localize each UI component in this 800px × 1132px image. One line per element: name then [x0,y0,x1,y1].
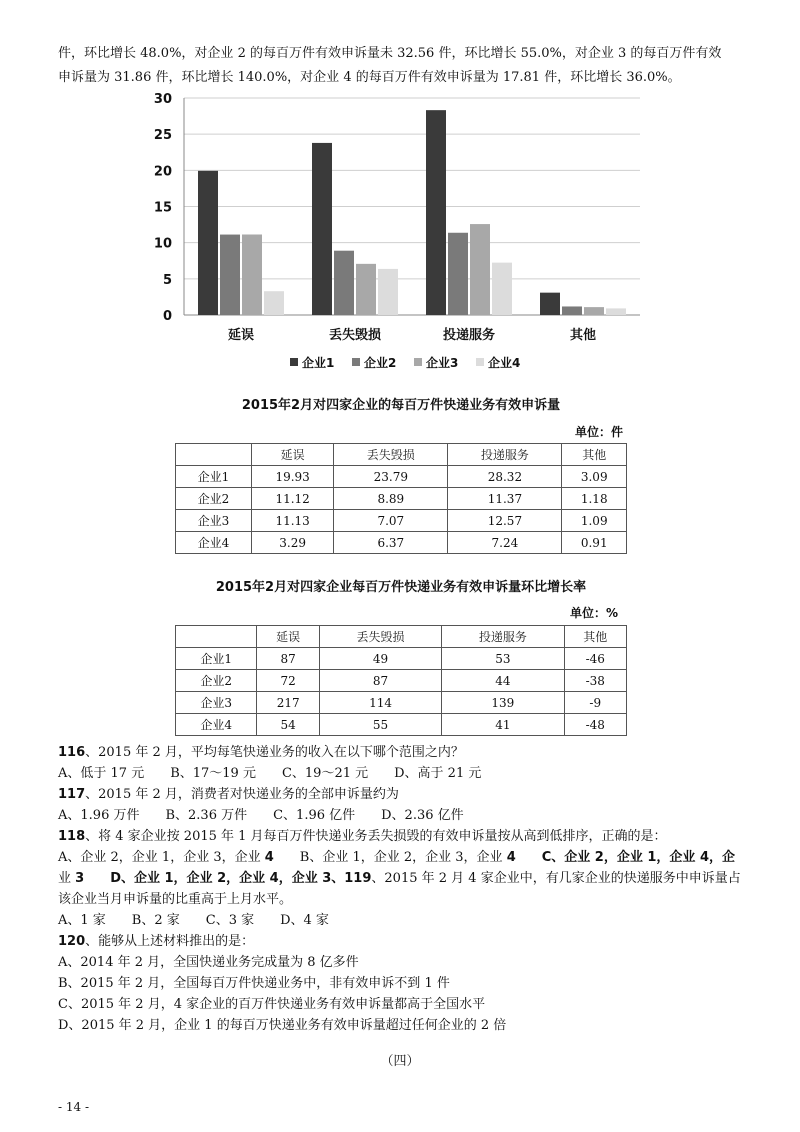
table1-cell: 3.29 [251,532,333,554]
question-119-text: 、2015 年 2 月 4 家企业中，有几家企业的快递服务中申诉量占 [371,871,741,886]
table1-cell: 企业1 [176,466,252,488]
table1-cell: 7.24 [448,532,562,554]
table2-cell: 企业3 [176,692,257,714]
intro-line-1: 件，环比增长 48.0%，对企业 2 的每百万件有效申诉量未 32.56 件，环比增长 55.0%，对企业 3 的每百万件有效 [58,46,722,61]
table2-cell: -48 [564,714,626,736]
table1-row [176,532,627,554]
table2-cell: 44 [442,670,564,692]
table2-header-cell: 其他 [564,626,626,648]
table1-header-cell [176,444,252,466]
table2-cell: 114 [319,692,441,714]
question-117-options: A、1.96 万件 B、2.36 万件 C、1.96 亿件 D、2.36 亿件 [58,808,464,823]
table1-cell: 6.37 [334,532,448,554]
table2-cell: 72 [257,670,319,692]
table2-cell: 87 [319,670,441,692]
option-b: B、企业 1，企业 2，企业 3，企业 [273,850,507,865]
bar-chart-svg [140,86,660,386]
legend-label: 企业4 [488,356,521,370]
table2-cell: 139 [442,692,564,714]
question-text: 、2015 年 2 月，平均每笔快递业务的收入在以下哪个范围之内？ [85,745,464,760]
table1 [175,443,627,554]
table1-cell: 23.79 [334,466,448,488]
legend-label: 企业3 [426,356,459,370]
table1-cell: 企业2 [176,488,252,510]
y-tick-label: 15 [153,200,172,216]
bar [470,224,490,315]
question-120-option-c: C、2015 年 2 月，4 家企业的百万件快递业务有效申诉量都高于全国水平 [58,997,486,1012]
bar [448,233,468,315]
question-119-number: 、119 [331,871,372,886]
table1-header-row [176,444,627,466]
legend-swatch [476,358,484,366]
table1-cell: 企业3 [176,510,252,532]
intro-line-2: 申诉量为 31.86 件，环比增长 140.0%，对企业 4 的每百万件有效申诉量为 17.81 件，环比增长 36.0%。 [58,70,681,85]
x-tick-label: 其他 [569,328,597,343]
table1-header-cell: 其他 [562,444,627,466]
question-118 [58,826,758,847]
table1-cell: 12.57 [448,510,562,532]
table1-cell: 7.07 [334,510,448,532]
table1-cell: 企业4 [176,532,252,554]
option-a: A、企业 2，企业 1，企业 3，企业 [58,850,265,865]
bar [606,308,626,315]
bar [312,143,332,315]
table2-header-cell: 投递服务 [442,626,564,648]
table1-cell: 11.13 [251,510,333,532]
section-mark: （四） [380,1054,420,1069]
option-d-bold: 3 [322,871,332,886]
question-119-options: A、1 家 B、2 家 C、3 家 D、4 家 [58,913,329,928]
table2-header-row [176,626,627,648]
table1-header-cell: 丢失毁损 [334,444,448,466]
table1-cell: 8.89 [334,488,448,510]
page-number: - 14 - [58,1100,90,1114]
table2-unit: 单位：% [570,606,619,620]
option-d: D、企业 1，企业 2，企业 4，企业 [84,871,323,886]
table1-cell: 0.91 [562,532,627,554]
table1-header-cell: 投递服务 [448,444,562,466]
table2-header-cell: 延误 [257,626,319,648]
legend-label: 企业2 [364,356,397,370]
table2-row [176,692,627,714]
y-tick-label: 10 [153,236,172,252]
y-tick-label: 0 [162,309,172,324]
table2-header-cell [176,626,257,648]
question-118-options-line2 [58,868,758,889]
table2-cell: 55 [319,714,441,736]
question-text: 、2015 年 2 月，消费者对快递业务的全部申诉量约为 [85,787,399,802]
option-c-bold: 3 [75,871,85,886]
bar [356,264,376,315]
table1-cell: 1.09 [562,510,627,532]
bar [378,269,398,315]
question-120 [58,931,758,952]
x-tick-label: 延误 [227,328,255,343]
bar [264,291,284,315]
bar [540,293,560,315]
question-116-options: A、低于 17 元 B、17～19 元 C、19～21 元 D、高于 21 元 [58,766,482,781]
table1-cell: 11.37 [448,488,562,510]
bar [562,306,582,315]
y-tick-label: 20 [153,164,172,180]
option-b-bold: 4 [506,850,516,865]
table1-cell: 3.09 [562,466,627,488]
y-tick-label: 30 [153,92,172,107]
table1-header-cell: 延误 [251,444,333,466]
option-c-cont: 业 [58,871,76,886]
x-tick-label: 投递服务 [442,328,496,343]
question-number: 117 [58,787,86,802]
table2-cell: 87 [257,648,319,670]
table2 [175,625,627,736]
table2-cell: -46 [564,648,626,670]
y-tick-label: 5 [162,272,172,288]
table1-unit: 单位：件 [575,425,624,439]
table2-cell: -9 [564,692,626,714]
table1-row [176,488,627,510]
bar [242,234,262,315]
table2-row [176,714,627,736]
question-117 [58,784,758,805]
bar [198,171,218,315]
question-block [58,742,758,1036]
table1-title: 2015年2月对四家企业的每百万件快递业务有效申诉量 [241,398,561,413]
table1-cell: 1.18 [562,488,627,510]
bar-chart [140,86,660,386]
table1-row [176,466,627,488]
question-text: 、将 4 家企业按 2015 年 1 月每百万件快递业务丢失损毁的有效申诉量按从高到低排序，正确的是： [85,829,667,844]
question-119-line2: 该企业当月申诉量的比重高于上月水平。 [58,892,293,907]
question-120-option-b: B、2015 年 2 月，全国每百万件快递业务中，非有效申诉不到 1 件 [58,976,450,991]
question-120-option-d: D、2015 年 2 月，企业 1 的每百万快递业务有效申诉量超过任何企业的 2 倍 [58,1018,507,1033]
table2-cell: 企业1 [176,648,257,670]
y-tick-label: 25 [153,128,172,144]
question-116 [58,742,758,763]
bar [584,307,604,315]
table2-row [176,670,627,692]
question-number: 120 [58,934,86,949]
table2-title: 2015年2月对四家企业每百万件快递业务有效申诉量环比增长率 [215,580,587,595]
bar [334,251,354,315]
table2-cell: 54 [257,714,319,736]
intro-paragraph [58,42,758,90]
option-c: C、企业 2，企业 1，企业 4，企 [515,850,735,865]
question-text: 、能够从上述材料推出的是： [85,934,255,949]
legend-label: 企业1 [302,356,335,370]
question-118-options-line1 [58,847,758,868]
table1-cell: 11.12 [251,488,333,510]
question-number: 116 [58,745,86,760]
bar [220,235,240,315]
legend-swatch [414,358,422,366]
question-120-option-a: A、2014 年 2 月，全国快递业务完成量为 8 亿多件 [58,955,359,970]
bar [492,263,512,315]
table2-header-cell: 丢失毁损 [319,626,441,648]
table1-cell: 28.32 [448,466,562,488]
option-a-bold: 4 [264,850,274,865]
x-tick-label: 丢失毁损 [328,328,382,343]
table2-cell: 49 [319,648,441,670]
table2-row [176,648,627,670]
table2-cell: -38 [564,670,626,692]
legend-swatch [352,358,360,366]
legend-swatch [290,358,298,366]
table2-cell: 53 [442,648,564,670]
table2-cell: 41 [442,714,564,736]
bar [426,110,446,315]
question-number: 118 [58,829,86,844]
table2-cell: 企业2 [176,670,257,692]
table2-cell: 217 [257,692,319,714]
table2-cell: 企业4 [176,714,257,736]
table1-row [176,510,627,532]
table1-cell: 19.93 [251,466,333,488]
